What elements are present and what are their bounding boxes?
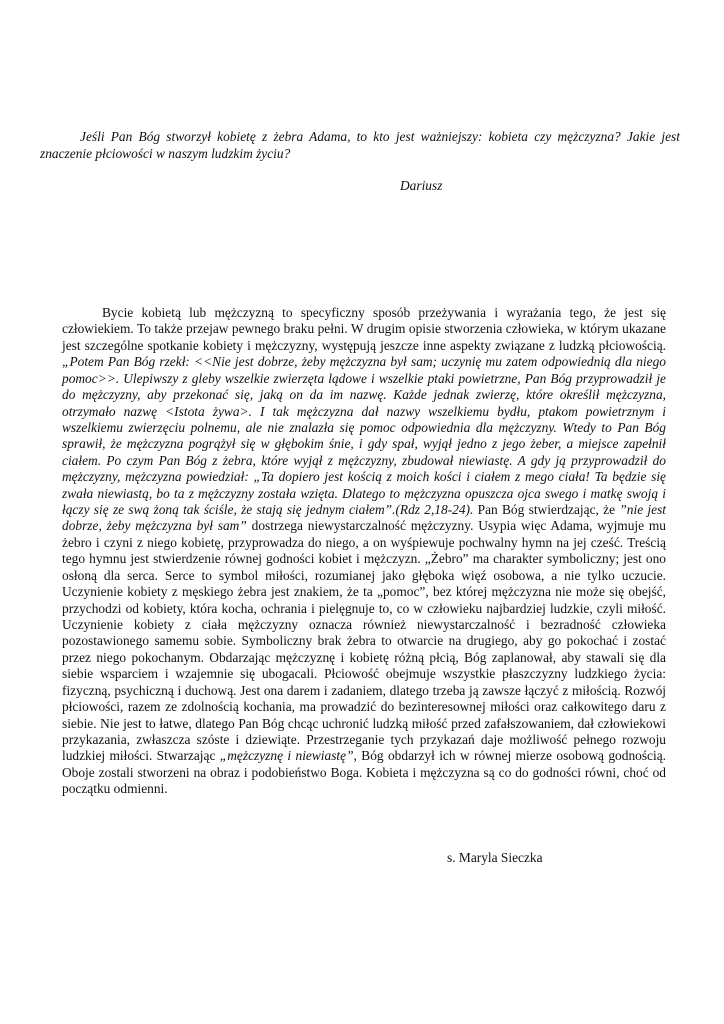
answer-text-4: Bóg obdarzył ich w równej mierze osobową godnością. Oboje zostali stworzeni na obraz i podobieństwo Boga. Kobieta i mężczyzna są co do godności równi, choć od początku odmienni. [62, 748, 667, 797]
genesis-quote: „Potem Pan Bóg rzekł: <<Nie jest dobrze, żeby mężczyzna był sam; uczynię mu zatem odpowiednią dla niego pomoc>>. Ulepiwszy z gleby wszelkie zwierzęta lądowe i wszelkie ptaki powietrzne, Pan Bóg przyprowadził je do mężczyzny, aby przekonać się, jaką on da im nazwę. Każde jednak zwierzę, które określił mężczyzna, otrzymało nazwę <Istota żywa>. I tak mężczyzna dał nazwy wszelkiemu bydłu, ptakom powietrznym i wszelkiemu zwierzęciu polnemu, ale nie znalazła się pomoc odpowiednia dla mężczyzny. Wtedy to Pan Bóg sprawił, że mężczyzna pogrążył się w głębokim śnie, i gdy spał, wyjął jedno z jego żeber, a miejsce zapełnił ciałem. Po czym Pan Bóg z żebra, które wyjął z mężczyzny, zbudował niewiastę. A gdy ją przyprowadził do mężczyzny, mężczyzna powiedział: „Ta dopiero jest kością z moich kości i ciałem z mego ciała! Ta będzie się zwała niewiastą, bo ta z mężczyzny została wzięta. Dlatego to mężczyzna opuszcza ojca swego i matkę swoją i łączy się ze swą żoną tak ściśle, że stają się jednym ciałem”.(Rdz 2,18-24). [62, 354, 666, 518]
inline-quote-not-good: ”nie jest dobrze, żeby mężczyzna był sam” [62, 502, 667, 534]
answer-paragraph [62, 305, 666, 798]
answer-intro-text: Bycie kobietą lub mężczyzną to specyficzny sposób przeżywania i wyrażania tego, że jest się człowiekiem. To także przejaw pewnego braku pełni. W drugim opisie stworzenia człowieka, w którym ukazane jest szczególne spotkanie kobiety i mężczyzny, występują jeszcze inne aspekty związane z ludzką płciowością. [62, 305, 666, 353]
reader-question: Jeśli Pan Bóg stworzył kobietę z żebra Adama, to kto jest ważniejszy: kobieta czy mężczyzna? Jakie jest znaczenie płciowości w naszym ludzkim życiu? [40, 129, 680, 161]
answer-text-3: dostrzega niewystarczalność mężczyzny. Usypia więc Adama, wyjmuje mu żebro i czyni z niego kobietę, przyprowadza do niego, a on wyśpiewuje pochwalny hymn na jej cześć. Treścią tego hymnu jest stwierdzenie równej godności kobiet i mężczyzn. „Żebro” ma charakter symboliczny; jest ono osłoną dla serca. Serce to symbol miłości, rozumianej jako głęboka więź osobowa, a nie tylko uczucie. Uczynienie kobiety z męskiego żebra jest znakiem, że ta „pomoc”, bez której mężczyzna nie może się obejść, przychodzi od kobiety, która kocha, ochrania i pielęgnuje to, co w człowieku najbardziej ludzkie, czyli miłość. Uczynienie kobiety z ciała mężczyzny oznacza również niewystarczalność i bezradność człowieka pozostawionego samemu sobie. Symboliczny brak żebra to otwarcie na drugiego, aby go pokochać i zostać przez niego pokochanym. Obdarzając mężczyznę i kobietę różną płcią, Bóg zaplanował, aby stawali się dla siebie wsparciem i wzajemnie się ubogacali. Płciowość obejmuje wszystkie płaszczyzny ludzkiego życia: fizyczną, psychiczną i duchową. Jest ona darem i zadaniem, dlatego trzeba ją zawsze łączyć z miłością. Rozwój płciowości, razem ze zdolnością kochania, ma prowadzić do bezinteresownej miłości oraz całkowitego daru z siebie. Nie jest to łatwe, dlatego Pan Bóg chcąc uchronić ludzką miłość przed zafałszowaniem, dał człowiekowi przykazania, zwłaszcza szóste i dziewiąte. Przestrzeganie tych przykazań daje możliwość pełnego rozwoju ludzkiej miłości. Stwarzając [62, 518, 666, 764]
answer-author: s. Maryla Sieczka [447, 850, 543, 865]
question-author: Dariusz [400, 178, 443, 193]
inline-quote-man-woman: „mężczyznę i niewiastę”, [219, 748, 357, 764]
answer-text-2: Pan Bóg stwierdzając, że [473, 502, 620, 518]
